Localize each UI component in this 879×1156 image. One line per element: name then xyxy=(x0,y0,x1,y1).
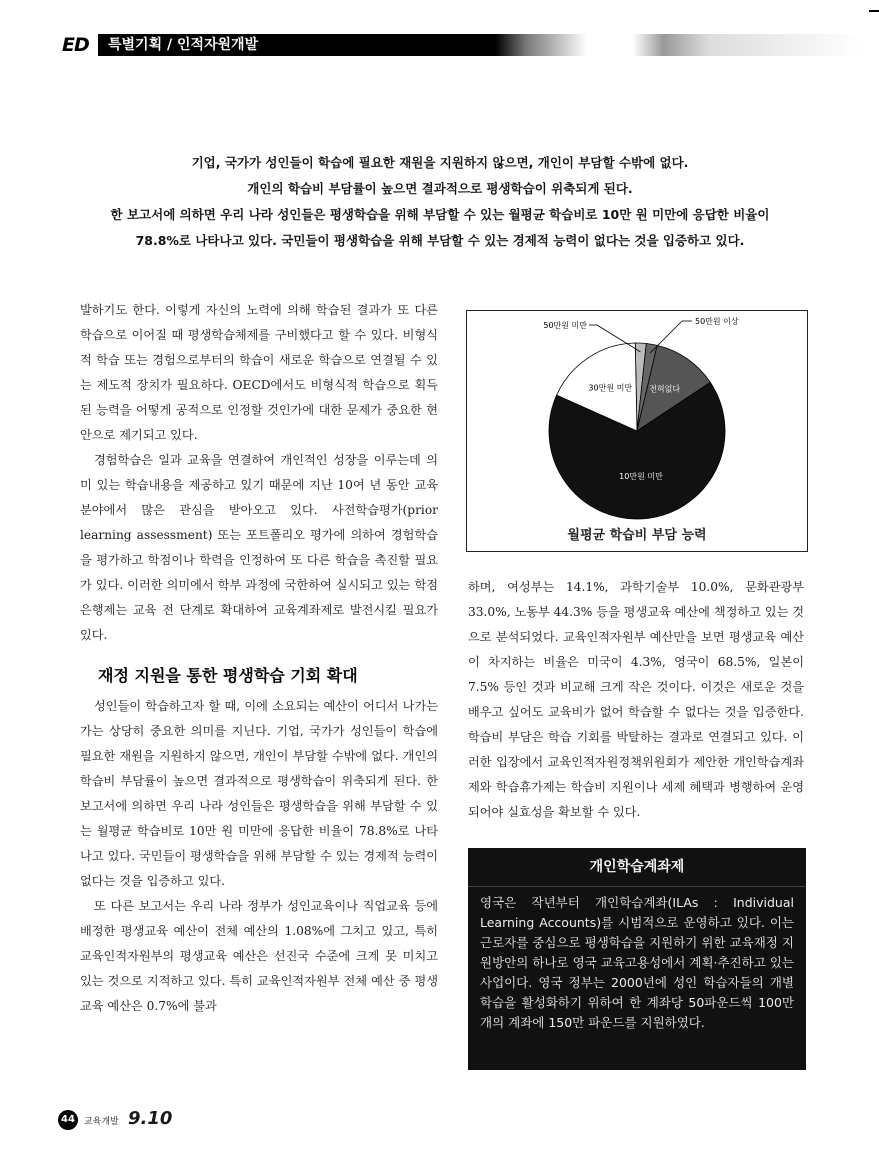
body-paragraph: 또 다른 보고서는 우리 나라 정부가 성인교육이나 직업교육 등에 배정한 평생교육 예산이 전체 예산의 1.08%에 그치고 있고, 특히 교육인적자원부의 평생교육 예산은 선진국 수준에 크게 못 미치고 있는 것으로 지적하고 있다. 특히 교육인적자원부 전체 예산 중 평생교육 예산은 0.7%에 불과 xyxy=(80,899,438,1013)
body-paragraph: 발하기도 한다. 이렇게 자신의 노력에 의해 학습된 결과가 또 다른 학습으로 이어질 때 평생학습체제를 구비했다고 할 수 있다. 비형식적 학습 또는 경험으로부터의 학습이 새로운 학습으로 연결될 수 있는 제도적 장치가 필요하다. OECD에서도 비형식적 학습으로 획득된 능력을 어떻게 공적으로 인정할 것인가에 대한 문제가 중요한 현안으로 제기되고 있다. xyxy=(80,303,438,442)
sidebar-box xyxy=(468,848,806,1070)
section-title: 특별기획 / 인적자원개발 xyxy=(108,37,259,53)
summary-line: 한 보고서에 의하면 우리 나라 성인들은 평생학습을 위해 부담할 수 있는 월평균 학습비로 10만 원 미만에 응답한 비율이 xyxy=(110,207,770,222)
page-header xyxy=(62,34,862,58)
summary-line: 기업, 국가가 성인들이 학습에 필요한 재원을 지원하지 않으면, 개인이 부담할 수밖에 없다. xyxy=(191,155,689,170)
body-paragraph: 경험학습은 일과 교육을 연결하여 개인적인 성장을 이루는데 의미 있는 학습내용을 제공하고 있기 때문에 지난 10여 년 동안 교육분야에서 많은 관심을 받아오고 있다. 사전학습평가(prior learning assessment) 또는 포트폴리오 평가에 의하여 경험학습을 평가하고 학점이나 학력을 인정하여 또 다른 학습을 촉진할 필요가 있다. 이러한 의미에서 학부 과정에 국한하여 실시되고 있는 학점은행제는 교육 전 단계로 확대하여 교육계좌제로 발전시킬 필요가 있다. xyxy=(80,453,438,642)
slice-label: 50만원 이상 xyxy=(695,317,739,326)
body-paragraph: 성인들이 학습하고자 할 때, 이에 소요되는 예산이 어디서 나가는가는 상당히 중요한 의미를 지닌다. 기업, 국가가 성인들이 학습에 필요한 재원을 지원하지 않으면, 개인이 부담할 수밖에 없다. 개인의 학습비 부담률이 높으면 결과적으로 평생학습이 위축되게 된다. 한 보고서에 의하면 우리 나라 성인들은 평생학습을 위해 부담할 수 있는 월평균 학습비로 10만 원 미만에 응답한 비율이 78.8%로 나타나고 있다. 국민들이 평생학습을 위해 부담할 수 있는 경제적 능력이 없다는 것을 입증하고 있다. xyxy=(80,699,438,888)
summary-line: 78.8%로 나타나고 있다. 국민들이 평생학습을 위해 부담할 수 있는 경제적 능력이 없다는 것을 입증하고 있다. xyxy=(135,233,745,248)
slice-label: 전혀없다 xyxy=(649,384,681,394)
lead-summary xyxy=(100,150,780,254)
slice-label: 50만원 미만 xyxy=(543,321,587,330)
summary-line: 개인의 학습비 부담률이 높으면 결과적으로 평생학습이 위축되게 된다. xyxy=(247,181,633,196)
magazine-logo: ED xyxy=(62,34,89,56)
left-column xyxy=(80,298,438,1019)
slice-label: 30만원 미만 xyxy=(588,383,633,393)
section-heading: 재정 지원을 통한 평생학습 기회 확대 xyxy=(98,666,358,685)
body-paragraph: 하며, 여성부는 14.1%, 과학기술부 10.0%, 문화관광부 33.0%, 노동부 44.3% 등을 평생교육 예산에 책정하고 있는 것으로 분석되었다. 교육인적자원부 예산만을 보면 평생교육 예산이 차지하는 비율은 미국이 4.3%, 영국이 68.5%, 일본이 7.5% 등인 것과 비교해 크게 작은 것이다. 이것은 새로운 것을 배우고 싶어도 교육비가 없어 학습할 수 없다는 것을 입증한다. 학습비 부담은 학습 기회를 박탈하는 결과로 연결되고 있다. 이러한 입장에서 교육인적자원정책위원회가 제안한 개인학습계좌제와 학습휴가제는 학습비 지원이나 세제 혜택과 병행하여 운영되어야 실효성을 확보할 수 있다. xyxy=(468,580,804,819)
right-column xyxy=(468,575,804,825)
page-number: 44 xyxy=(58,1110,78,1130)
pie-chart xyxy=(467,311,807,521)
chart-title: 월평균 학습비 부담 능력 xyxy=(567,528,707,543)
corner-mark xyxy=(869,10,879,12)
pie-chart-box xyxy=(466,310,808,552)
magazine-name: 교육개발 xyxy=(84,1117,119,1127)
box-title: 개인학습계좌제 xyxy=(468,848,806,887)
box-body: 영국은 작년부터 개인학습계좌(ILAs : Individual Learning Accounts)를 시범적으로 운영하고 있다. 이는 근로자를 중심으로 평생학습을 지원하기 위한 교육재정 지원방안의 하나로 영국 교육고용성에서 계획·추진하고 있는 사업이다. 영국 정부는 2000년에 성인 학습자들의 개별 학습을 활성화하기 위하여 한 계좌당 50파운드씩 100만개의 계좌에 150만 파운드를 지원하였다. xyxy=(480,895,794,1030)
issue-number: 9.10 xyxy=(128,1108,173,1129)
slice-label: 10만원 미만 xyxy=(619,472,663,482)
